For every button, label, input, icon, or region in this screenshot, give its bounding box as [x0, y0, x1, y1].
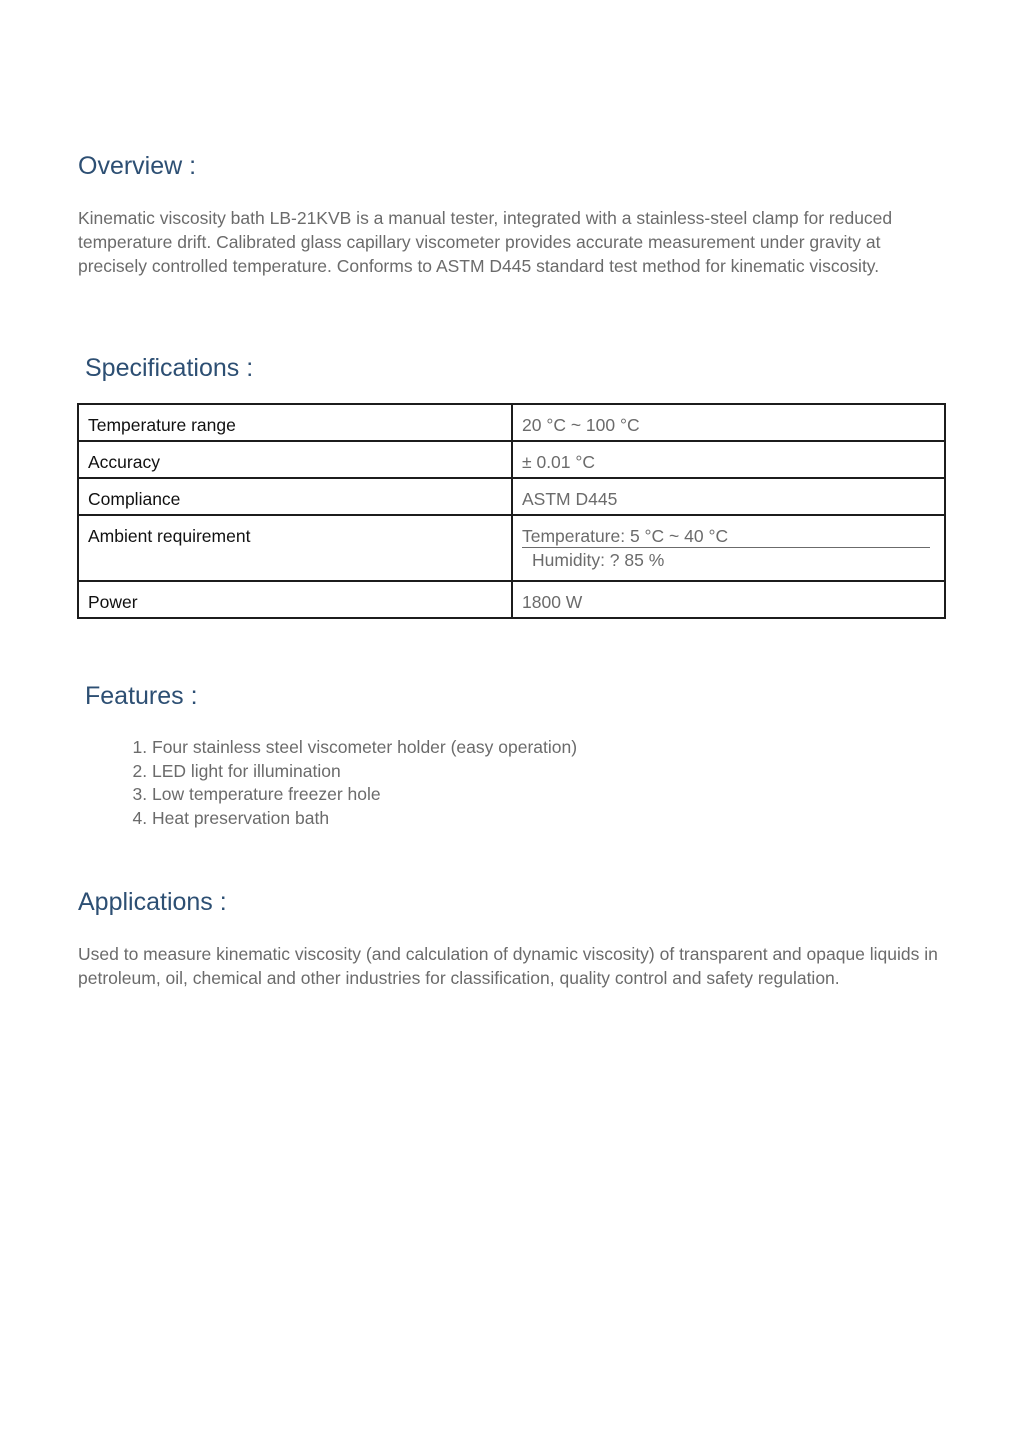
table-row [78, 581, 945, 618]
features-list [78, 736, 577, 830]
overview-heading: Overview : [78, 152, 197, 180]
specifications-heading: Specifications : [85, 354, 254, 382]
applications-text: Used to measure kinematic viscosity (and calculation of dynamic viscosity) of transparent and opaque liquids in petroleum, oil, chemical and other industries for classification, quality control and safety regulation. [78, 944, 938, 988]
spec-value: ASTM D445 [512, 478, 945, 515]
spec-value-humidity: Humidity: ? 85 % [532, 550, 665, 570]
overview-text: Kinematic viscosity bath LB-21KVB is a manual tester, integrated with a stainless-steel clamp for reduced temperature drift. Calibrated glass capillary viscometer provides accurate measurement under gravity at precisely controlled temperature. Conforms to ASTM D445 standard test method for kinematic viscosity. [78, 208, 893, 276]
list-item: 4. Heat preservation bath [152, 807, 577, 831]
spec-value: 1800 W [512, 581, 945, 618]
list-item: 2. LED light for illumination [152, 760, 577, 784]
spec-value-ambient [512, 515, 945, 581]
spec-label: Compliance [78, 478, 512, 515]
spec-value-temperature: Temperature: 5 °C ~ 40 °C [522, 526, 930, 548]
specifications-table [77, 403, 946, 619]
applications-heading: Applications : [78, 888, 227, 916]
spec-value: 20 °C ~ 100 °C [512, 404, 945, 441]
spec-value: ± 0.01 °C [512, 441, 945, 478]
list-item: 1. Four stainless steel viscometer holder (easy operation) [152, 736, 577, 760]
spec-label: Power [78, 581, 512, 618]
spec-label: Temperature range [78, 404, 512, 441]
table-row [78, 515, 945, 581]
spec-label: Ambient requirement [78, 515, 512, 581]
table-row [78, 478, 945, 515]
features-heading: Features : [85, 682, 198, 710]
spec-label: Accuracy [78, 441, 512, 478]
list-item: 3. Low temperature freezer hole [152, 783, 577, 807]
table-row [78, 441, 945, 478]
table-row [78, 404, 945, 441]
